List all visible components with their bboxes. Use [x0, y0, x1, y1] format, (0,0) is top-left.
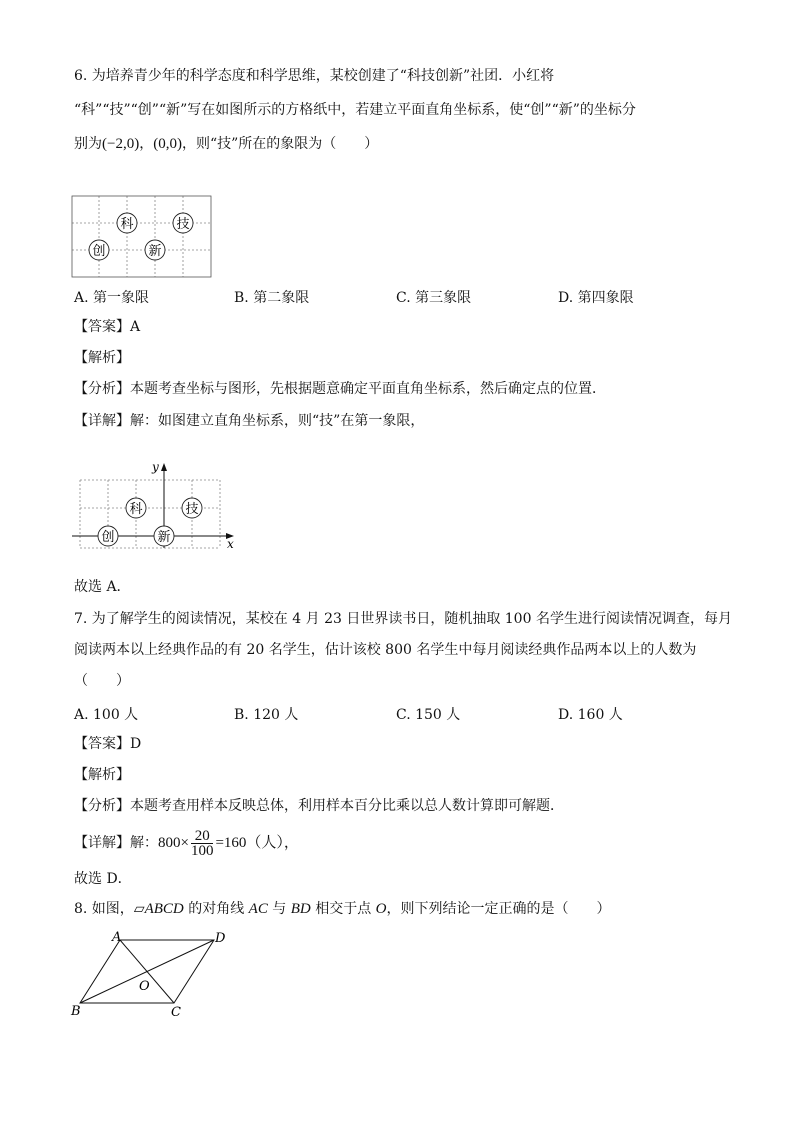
- q8-label-c: C: [171, 1005, 181, 1020]
- q8-suffix: ，则下列结论一定正确的是（ ）: [386, 901, 611, 917]
- q8-parallelogram-symbol: ▱: [133, 901, 145, 917]
- q6-label-ji: 技: [176, 217, 190, 232]
- q8-label-o: O: [139, 979, 150, 994]
- q6-char-xin: [145, 240, 165, 260]
- q6-stem-line3: [74, 135, 378, 153]
- q6-sol-char-ke: [126, 498, 146, 518]
- q6-label-ke: 科: [120, 217, 134, 232]
- q6-option-b: B. 第二象限: [234, 290, 310, 306]
- q7-xiangjie-prefix: 【详解】解：: [74, 835, 158, 851]
- q8-abcd: ABCD: [144, 901, 184, 917]
- q6-sol-label-chuang: 创: [101, 530, 115, 545]
- q6-char-ji: [173, 213, 193, 233]
- q6-xiangjie: 【详解】解：如图建立直角坐标系，则“技”在第一象限，: [74, 413, 425, 429]
- q6-sol-char-chuang: [98, 526, 118, 546]
- q6-stem-line2: “科”“技”“创”“新”写在如图所示的方格纸中，若建立平面直角坐标系，使“创”“新”的坐标分: [74, 102, 636, 118]
- q6-solution-figure: [70, 458, 240, 550]
- q6-y-axis-arrow: [161, 463, 167, 471]
- q8-mid2: 与: [267, 901, 291, 917]
- q6-sol-char-ji: [182, 498, 202, 518]
- q6-analysis-header: 【解析】: [74, 350, 130, 366]
- q6-option-d: D. 第四象限: [558, 290, 634, 306]
- q6-sol-char-xin: [154, 526, 174, 546]
- q6-option-a: A. 第一象限: [74, 290, 150, 306]
- q8-mid1: 的对角线: [183, 901, 249, 917]
- q8-o: O: [375, 901, 387, 917]
- q8-mid3: 相交于点: [310, 901, 376, 917]
- q7-xiangjie: [74, 824, 299, 862]
- q6-coord-chuang: (−2,0): [102, 136, 140, 152]
- q7-answer: 【答案】D: [74, 736, 142, 752]
- q8-label-d: D: [215, 931, 226, 946]
- q6-y-axis-label: y: [152, 460, 159, 474]
- q6-stem-text-c: ，则“技”所在的象限为（ ）: [181, 136, 379, 152]
- q7-fenxi: 【分析】本题考查用样本反映总体，利用样本百分比乘以总人数计算即可解题．: [74, 798, 564, 814]
- q7-stem-line3: （ ）: [74, 673, 130, 689]
- q8-ac: AC: [248, 901, 268, 917]
- q6-label-chuang: 创: [92, 244, 106, 259]
- q6-stem-text-a: 别为: [74, 136, 102, 152]
- q6-coord-xin: (0,0): [153, 136, 182, 152]
- q7-option-d: D. 160 人: [558, 707, 623, 723]
- q6-conclusion: 故选 A．: [74, 579, 131, 595]
- q8-parallelogram-figure: [68, 928, 233, 1020]
- q6-grid-figure: [71, 195, 213, 279]
- q6-grid-lines: [72, 196, 211, 277]
- q8-prefix: 8. 如图，: [74, 901, 134, 917]
- q6-label-xin: 新: [148, 244, 162, 259]
- q7-calc-b: =160（人），: [215, 835, 299, 851]
- q6-answer: 【答案】A: [74, 319, 141, 335]
- q8-label-a: A: [112, 930, 122, 945]
- q6-grid-border: [72, 196, 211, 277]
- q7-frac-num: 20: [191, 829, 214, 844]
- q6-sol-label-ke: 科: [129, 502, 143, 517]
- q6-option-c: C. 第三象限: [396, 290, 472, 306]
- q7-option-c: C. 150 人: [396, 707, 461, 723]
- q6-sol-label-ji: 技: [185, 502, 199, 517]
- q7-stem-line1: 7. 为了解学生的阅读情况，某校在 4 月 23 日世界读书日，随机抽取 100 名学生进行阅读情况调查，每月: [74, 611, 732, 627]
- q6-sol-label-xin: 新: [157, 530, 171, 545]
- q7-conclusion: 故选 D．: [74, 871, 132, 887]
- q8-stem: [74, 900, 611, 918]
- q7-calc-a: 800×: [158, 835, 189, 851]
- q7-frac-den: 100: [190, 842, 214, 859]
- q7-fraction: [191, 829, 214, 858]
- q8-bd: BD: [290, 901, 311, 917]
- q6-char-ke: [117, 213, 137, 233]
- q8-label-b: B: [71, 1004, 81, 1019]
- q6-x-axis-label: x: [227, 537, 234, 550]
- q6-stem-line1: 6. 为培养青少年的科学态度和科学思维，某校创建了“科技创新”社团．小红将: [74, 68, 555, 84]
- q6-stem-text-b: ，: [139, 136, 154, 152]
- q7-stem-line2: 阅读两本以上经典作品的有 20 名学生，估计该校 800 名学生中每月阅读经典作品两本以上的人数为: [74, 642, 697, 658]
- q7-option-a: A. 100 人: [74, 707, 139, 723]
- q7-analysis-header: 【解析】: [74, 767, 130, 783]
- q6-char-chuang: [89, 240, 109, 260]
- q7-option-b: B. 120 人: [234, 707, 299, 723]
- q6-fenxi: 【分析】本题考查坐标与图形，先根据题意确定平面直角坐标系，然后确定点的位置．: [74, 381, 606, 397]
